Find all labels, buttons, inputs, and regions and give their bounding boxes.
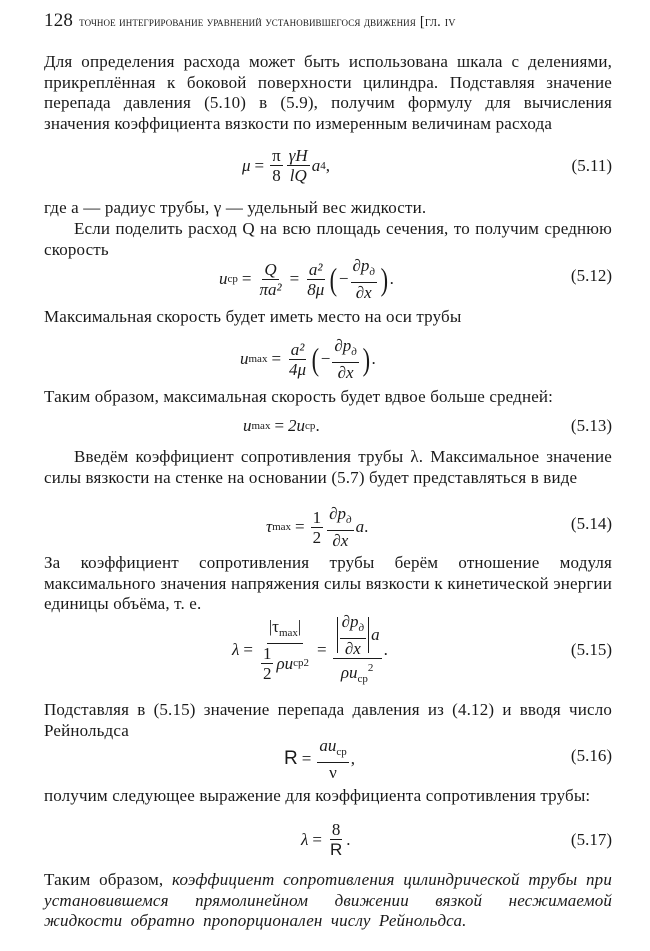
paragraph-8: Подставляя в (5.15) значение перепада давления из (4.12) и вводя число Рейнольдса xyxy=(44,700,612,740)
fraction: $\frac{\partial p_д}{\partial x}$ xyxy=(352,256,375,302)
eq-lhs: μ xyxy=(242,155,251,175)
fraction: $\frac{\text{a²}}{8\mu}$ xyxy=(307,259,325,299)
equation-5-15 xyxy=(44,612,614,688)
running-header xyxy=(44,10,616,38)
eq-term: a xyxy=(355,517,365,536)
fraction: $\frac{1}{2}$ xyxy=(312,507,322,547)
fraction: $\frac{\partial p_д}{\partial x}$ xyxy=(334,336,357,382)
equation-number: (5.13) xyxy=(570,416,612,435)
paragraph-7: За коэффициент сопротивления трубы берём отношение модуля максимального значения напряжения силы вязкости к кинетической энергии единицы объёма, т. е. xyxy=(44,553,612,614)
fraction: $\frac{\partial p_д}{\partial x}$ a $\rho u_{ср}^2$ xyxy=(333,612,382,689)
equation-number: (5.17) xyxy=(570,830,612,849)
eq-sub: ср xyxy=(227,273,238,285)
paren: ( xyxy=(329,261,338,297)
eq-punct: . xyxy=(364,517,369,536)
eq-sign: = xyxy=(271,349,282,368)
equation-number: (5.15) xyxy=(570,640,612,659)
fraction: $\frac{\pi}{8}$ xyxy=(272,146,281,185)
equation-5-16 xyxy=(44,736,614,782)
eq-lhs: λ xyxy=(301,829,309,849)
eq-punct: . xyxy=(346,829,351,849)
eq-punct: , xyxy=(325,155,330,175)
paren: ) xyxy=(362,341,370,377)
eq-sign: = xyxy=(274,416,285,435)
eq-lhs: u xyxy=(219,269,228,288)
fraction: $\frac{Q}{\text{πa²}}$ xyxy=(259,259,282,299)
paragraph-2: где a — радиус трубы, γ — удельный вес жидкости. xyxy=(44,198,427,217)
eq-sign: = xyxy=(254,155,265,175)
eq-sign: = xyxy=(289,269,300,288)
eq-punct: . xyxy=(315,416,320,435)
eq-sign: = xyxy=(295,517,305,536)
equation-number: (5.12) xyxy=(570,266,612,285)
paragraph-1: Для определения расхода может быть использована шкала с делениями, прикреплённая к боковой поверхности цилиндра. Подставляя значение перепада давления (5.10) в (5.9), получим формулу для вычисления значения коэффициента вязкости по измеренным величинам расхода xyxy=(44,52,612,133)
equation-5-12 xyxy=(44,256,614,302)
equation-5-17 xyxy=(44,820,614,860)
eq-sign: = xyxy=(312,829,322,849)
eq-sign: = xyxy=(317,640,327,659)
chapter-label: [гл. iv xyxy=(419,14,456,30)
eq-sign: = xyxy=(301,749,312,768)
eq-punct: . xyxy=(383,640,388,659)
equation-5-14 xyxy=(44,504,614,550)
eq-lhs: λ xyxy=(232,640,240,659)
fraction: $\frac{\gamma H}{lQ}$ xyxy=(288,146,308,185)
fraction: $\frac{8}{R}$ xyxy=(329,820,343,859)
paren: ( xyxy=(311,341,320,377)
eq-sign: = xyxy=(243,640,253,659)
fraction: $\frac{\text{a²}}{4\mu}$ xyxy=(289,339,307,379)
paragraph-10 xyxy=(44,870,612,932)
eq-sub: ср xyxy=(305,420,316,432)
eq-sub: max xyxy=(248,353,268,365)
eq-sup: 4 xyxy=(320,159,326,172)
paragraph-4: Максимальная скорость будет иметь место на оси трубы xyxy=(44,307,462,326)
equation-5-13 xyxy=(44,413,614,439)
conclusion-lead: Таким образом, xyxy=(44,870,164,889)
eq-lhs: R xyxy=(284,748,298,769)
eq-sub: max xyxy=(272,521,292,533)
fraction: $\frac{\partial p_д}{\partial x}$ xyxy=(329,504,352,550)
page-number: 128 xyxy=(44,10,74,31)
conclusion-italic: коэффициент сопротивления цилиндрической трубы при установившемся прямолинейном движении вязкой несжимаемой жидкости обратно пропорционален числу Рейнольдса. xyxy=(44,870,612,931)
paragraph-6: Введём коэффициент сопротивления трубы λ. Максимальное значение силы вязкости на стенке на основании (5.7) будет представляться в виде xyxy=(44,447,612,487)
paragraph-5: Таким образом, максимальная скорость будет вдвое больше средней: xyxy=(44,387,554,406)
paragraph-3: Если поделить расход Q на всю площадь сечения, то получим среднюю скорость xyxy=(44,219,612,259)
equation-umax xyxy=(44,336,614,382)
fraction: $|\tau_{max}|$ $\frac{1}{2}$ ρu ср 2 xyxy=(262,617,310,683)
eq-punct: , xyxy=(350,749,355,768)
eq-lhs: u xyxy=(240,349,249,368)
equation-number: (5.14) xyxy=(570,514,612,533)
eq-punct: . xyxy=(371,349,376,368)
eq-sign: − xyxy=(320,349,331,368)
eq-term: 2u xyxy=(288,416,306,435)
paragraph-9: получим следующее выражение для коэффициента сопротивления трубы: xyxy=(44,786,591,805)
equation-5-11 xyxy=(44,146,614,186)
eq-punct: . xyxy=(389,269,394,288)
running-title: точное интегрирование уравнений установившегося движения xyxy=(79,14,416,29)
eq-sub: max xyxy=(251,420,271,432)
equation-number: (5.11) xyxy=(571,156,612,175)
paren: ) xyxy=(380,261,389,297)
eq-lhs: τ xyxy=(266,517,273,536)
eq-sign: = xyxy=(241,269,252,288)
eq-lhs: u xyxy=(243,416,252,435)
equation-number: (5.16) xyxy=(570,746,612,765)
eq-term: a xyxy=(311,155,321,175)
fraction: $\frac{au_{ср}}{\nu}$ xyxy=(319,736,347,782)
eq-sign: − xyxy=(338,269,349,288)
